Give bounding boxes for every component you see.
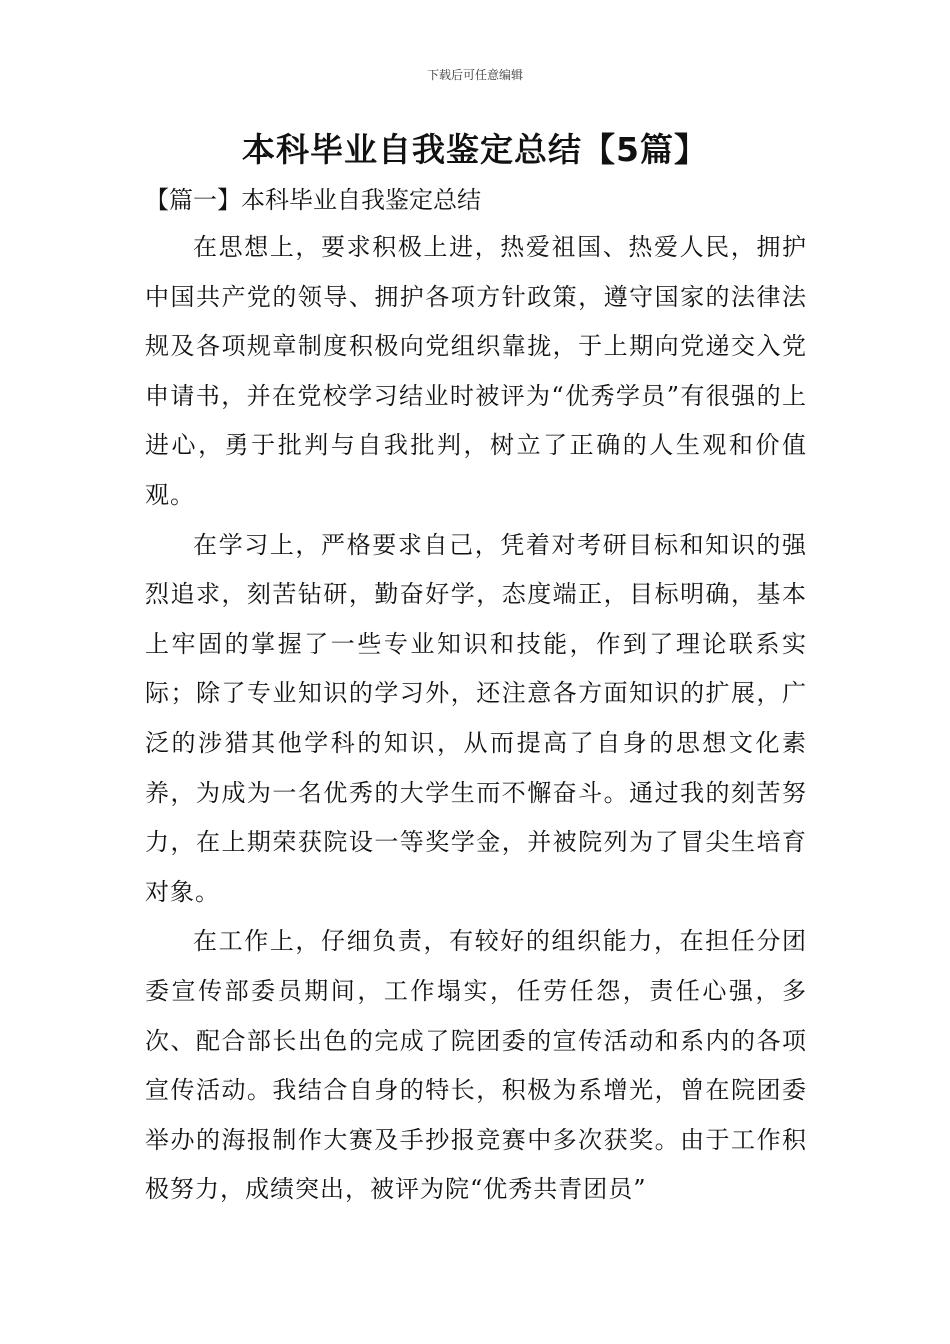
paragraph-work: 在工作上，仔细负责，有较好的组织能力，在担任分团委宣传部委员期间，工作塌实，任劳任怨，责任心强，多次、配合部长出色的完成了院团委的宣传活动和系内的各项宣传活动。我结合自身的特长，积极为系增光，曾在院团委举办的海报制作大赛及手抄报竞赛中多次获奖。由于工作积极努力，成绩突出，被评为院“优秀共青团员” bbox=[145, 927, 807, 1204]
paragraph-thought: 在思想上，要求积极上进，热爱祖国、热爱人民，拥护中国共产党的领导、拥护各项方针政策，遵守国家的法律法规及各项规章制度积极向党组织靠拢，于上期向党递交入党申请书，并在党校学习结业时被评为“优秀学员”有很强的上进心，勇于批判与自我批判，树立了正确的人生观和价值观。 bbox=[145, 233, 807, 509]
document-body bbox=[145, 223, 807, 1215]
section-heading: 【篇一】本科毕业自我鉴定总结 bbox=[145, 186, 481, 214]
header-note: 下载后可任意编辑 bbox=[426, 68, 523, 82]
paragraph-study: 在学习上，严格要求自己，凭着对考研目标和知识的强烈追求，刻苦钻研，勤奋好学，态度端正，目标明确，基本上牢固的掌握了一些专业知识和技能，作到了理论联系实际；除了专业知识的学习外，还注意各方面知识的扩展，广泛的涉猎其他学科的知识，从而提高了自身的思想文化素养，为成为一名优秀的大学生而不懈奋斗。通过我的刻苦努力，在上期荣获院设一等奖学金，并被院列为了冒尖生培育对象。 bbox=[145, 530, 807, 906]
document-title: 本科毕业自我鉴定总结【5篇】 bbox=[242, 130, 708, 169]
